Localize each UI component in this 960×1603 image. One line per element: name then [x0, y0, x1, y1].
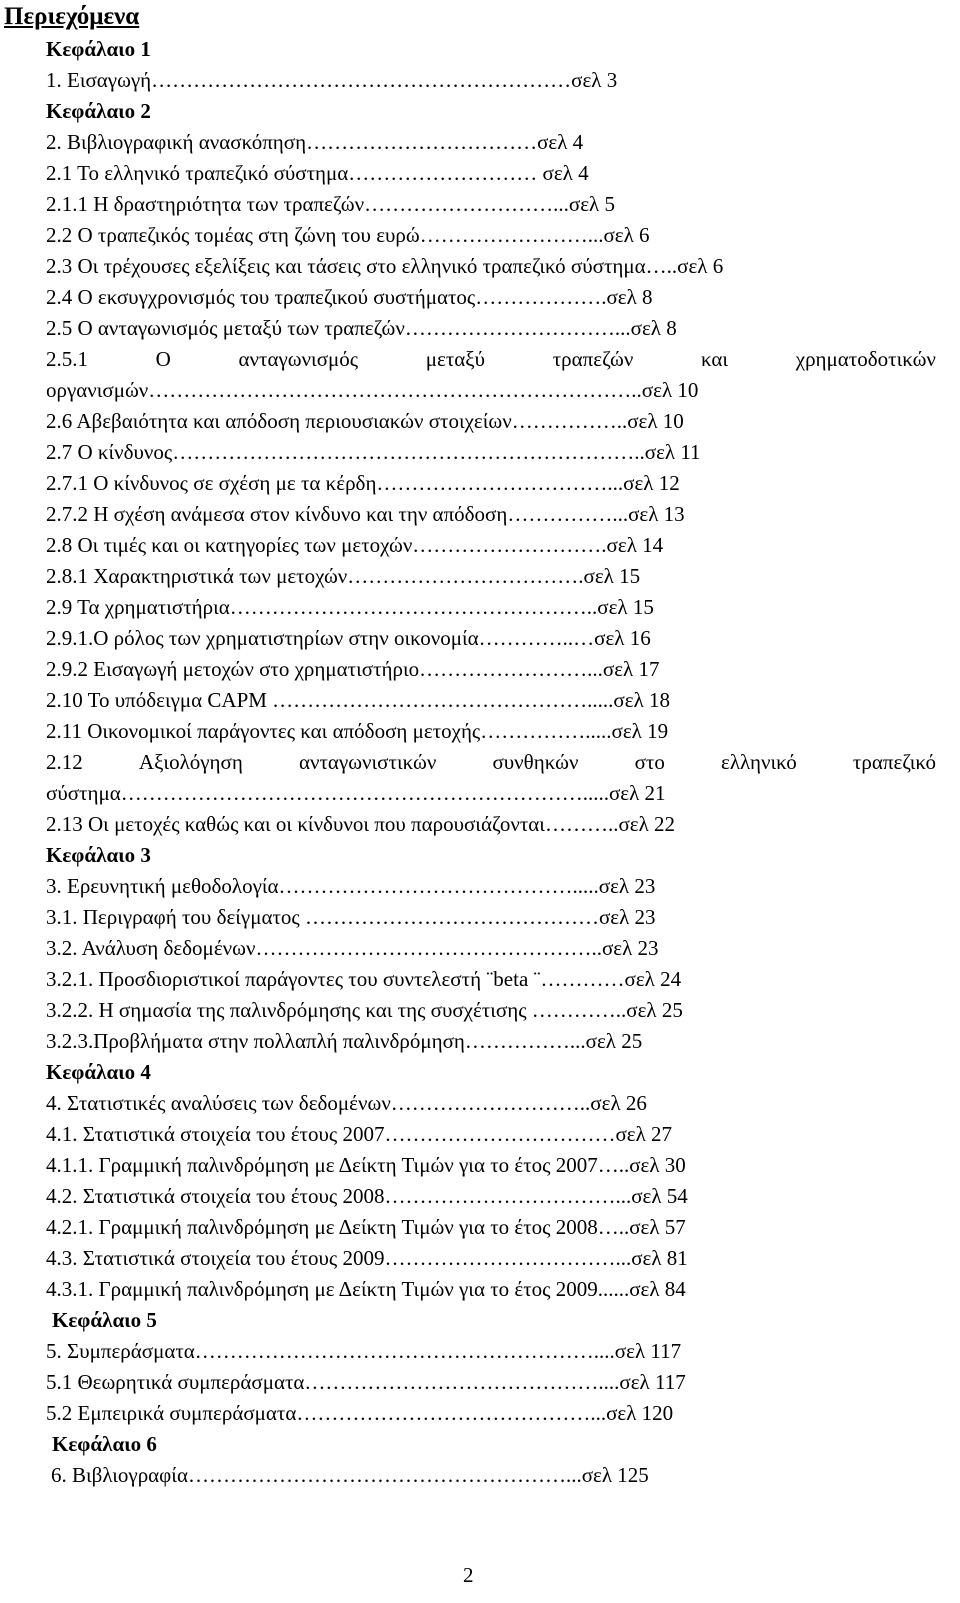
- toc-entry: 3.2. Ανάλυση δεδομένων…………………………………………..σελ 23: [46, 936, 659, 960]
- toc-entry: 6. Βιβλιογραφία………………………………………………...σελ 125: [51, 1463, 649, 1487]
- toc-word: Αξιολόγηση: [138, 750, 243, 774]
- chapter-heading: Κεφάλαιο 5: [52, 1308, 157, 1332]
- chapter-heading: Κεφάλαιο 2: [46, 99, 151, 123]
- chapter-heading: Κεφάλαιο 1: [46, 37, 151, 61]
- toc-word: στο: [634, 750, 665, 774]
- toc-entry: 2.7.1 Ο κίνδυνος σε σχέση με τα κέρδη……………………………...σελ 12: [46, 471, 680, 495]
- toc-heading: Περιεχόμενα: [4, 3, 140, 30]
- toc-word: ανταγωνισμός: [238, 347, 359, 371]
- toc-word: Ο: [155, 347, 171, 371]
- toc-entry: 2.11 Οικονομικοί παράγοντες και απόδοση μετοχής…………….....σελ 19: [46, 719, 669, 743]
- toc-entry: 2.5 Ο ανταγωνισμός μεταξύ των τραπεζών…………………………...σελ 8: [46, 316, 677, 340]
- toc-entry-justified: [0, 344, 936, 375]
- toc-entry: σύστημα………………………………………………………….....σελ 21: [46, 781, 666, 805]
- toc-word: χρηματοδοτικών: [795, 347, 936, 371]
- toc-entry: 2.13 Οι μετοχές καθώς και οι κίνδυνοι που παρουσιάζονται………..σελ 22: [46, 812, 676, 836]
- toc-entry: 2.4 Ο εκσυγχρονισμός του τραπεζικού συστήματος……………….σελ 8: [46, 285, 653, 309]
- toc-entry: 4.1.1. Γραμμική παλινδρόμηση με Δείκτη Τιμών για το έτος 2007…..σελ 30: [46, 1153, 686, 1177]
- toc-entry: 4.2. Στατιστικά στοιχεία του έτους 2008……………………………...σελ 54: [46, 1184, 688, 1208]
- toc-word: τραπεζών: [552, 347, 634, 371]
- toc-entry: 5.2 Εμπειρικά συμπεράσματα……………………………………...σελ 120: [46, 1401, 674, 1425]
- table-of-contents: [0, 34, 960, 1491]
- toc-entry: 2.9.2 Εισαγωγή μετοχών στο χρηματιστήριο……………………...σελ 17: [46, 657, 660, 681]
- chapter-heading: Κεφάλαιο 6: [52, 1432, 157, 1456]
- toc-entry: 5. Συμπεράσματα…………………………………………………....σελ 117: [46, 1339, 682, 1363]
- toc-entry: 2.7.2 Η σχέση ανάμεσα στον κίνδυνο και την απόδοση……………...σελ 13: [46, 502, 685, 526]
- toc-entry: 2.6 Αβεβαιότητα και απόδοση περιουσιακών στοιχείων……………..σελ 10: [46, 409, 684, 433]
- toc-word: 2.5.1: [46, 347, 88, 371]
- toc-entry: οργανισμών……………………………………………………………..σελ 10: [46, 378, 699, 402]
- toc-entry: 2.1 Το ελληνικό τραπεζικό σύστημα……………………… σελ 4: [46, 161, 589, 185]
- toc-entry: 2. Βιβλιογραφική ανασκόπηση……………………………σελ 4: [46, 130, 584, 154]
- toc-word: τραπεζικό: [852, 750, 936, 774]
- toc-entry: 3.2.2. Η σημασία της παλινδρόμησης και της συσχέτισης …………..σελ 25: [46, 998, 683, 1022]
- toc-entry: 2.10 Το υπόδειγμα CAPM ……………………………………….....σελ 18: [46, 688, 671, 712]
- toc-word: ελληνικό: [721, 750, 797, 774]
- toc-entry: 4.3. Στατιστικά στοιχεία του έτους 2009……………………………...σελ 81: [46, 1246, 688, 1270]
- toc-word: και: [701, 347, 729, 371]
- toc-word: μεταξύ: [425, 347, 486, 371]
- toc-entry: 3.2.3.Προβλήματα στην πολλαπλή παλινδρόμηση……………...σελ 25: [46, 1029, 643, 1053]
- toc-word: συνθηκών: [492, 750, 579, 774]
- toc-word: 2.12: [46, 750, 83, 774]
- toc-entry: 3.2.1. Προσδιοριστικοί παράγοντες του συντελεστή ¨beta ¨…………σελ 24: [46, 967, 682, 991]
- toc-entry: 4.3.1. Γραμμική παλινδρόμηση με Δείκτη Τιμών για το έτος 2009......σελ 84: [46, 1277, 686, 1301]
- toc-entry: 1. Εισαγωγή……………………………………………………σελ 3: [46, 68, 618, 92]
- toc-word: ανταγωνιστικών: [299, 750, 437, 774]
- toc-entry: 5.1 Θεωρητικά συμπεράσματα……………………………………....σελ 117: [46, 1370, 686, 1394]
- toc-entry-justified: [0, 747, 936, 778]
- toc-entry: 2.3 Οι τρέχουσες εξελίξεις και τάσεις στο ελληνικό τραπεζικό σύστημα…..σελ 6: [46, 254, 724, 278]
- toc-entry: 4.2.1. Γραμμική παλινδρόμηση με Δείκτη Τιμών για το έτος 2008…..σελ 57: [46, 1215, 686, 1239]
- toc-entry: 2.8.1 Χαρακτηριστικά των μετοχών…………………………….σελ 15: [46, 564, 641, 588]
- toc-entry: 2.9.1.Ο ρόλος των χρηματιστηρίων στην οικονομία…………..…σελ 16: [46, 626, 651, 650]
- toc-entry: 4.1. Στατιστικά στοιχεία του έτους 2007……………………………σελ 27: [46, 1122, 673, 1146]
- toc-entry: 2.9 Τα χρηματιστήρια……………………………………………..σελ 15: [46, 595, 654, 619]
- toc-entry: 2.2 Ο τραπεζικός τομέας στη ζώνη του ευρώ……………………...σελ 6: [46, 223, 650, 247]
- toc-entry: 2.7 Ο κίνδυνος…………………………………………………………..σελ 11: [46, 440, 701, 464]
- page-number: 2: [463, 1563, 474, 1587]
- toc-entry: 2.1.1 Η δραστηριότητα των τραπεζών………………………...σελ 5: [46, 192, 615, 216]
- toc-entry: 2.8 Οι τιμές και οι κατηγορίες των μετοχών……………………….σελ 14: [46, 533, 664, 557]
- toc-entry: 4. Στατιστικές αναλύσεις των δεδομένων………………………..σελ 26: [46, 1091, 647, 1115]
- toc-entry: 3.1. Περιγραφή του δείγματος ……………………………………σελ 23: [46, 905, 656, 929]
- chapter-heading: Κεφάλαιο 3: [46, 843, 151, 867]
- toc-entry: 3. Ερευνητική μεθοδολογία…………………………………….....σελ 23: [46, 874, 656, 898]
- chapter-heading: Κεφάλαιο 4: [46, 1060, 151, 1084]
